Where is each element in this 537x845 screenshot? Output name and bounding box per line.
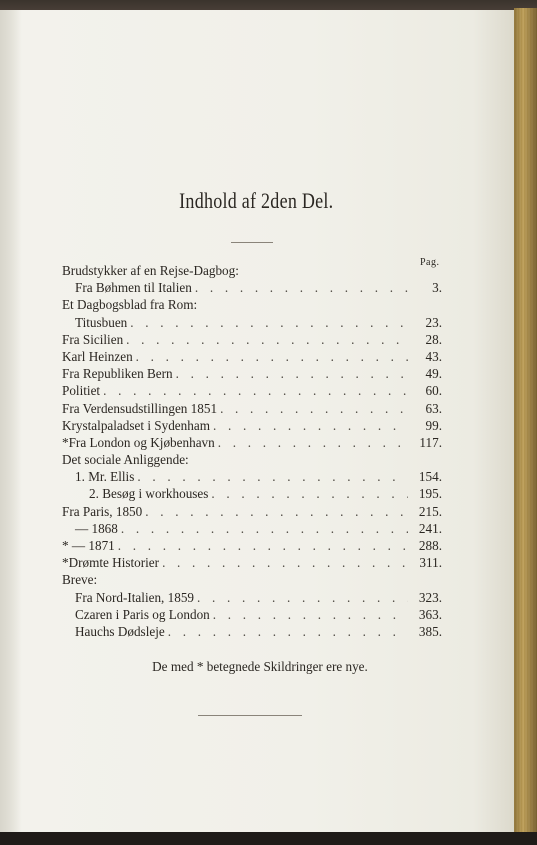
page-title: Indhold af 2den Del. (179, 188, 334, 213)
toc-page-number: 288. (418, 538, 442, 553)
toc-entry-label: Fra Nord-Italien, 1859 (75, 589, 195, 605)
toc-entry-label: Et Dagbogsblad fra Rom: (62, 297, 198, 313)
toc-entry-label: 2. Besøg i workhouses (89, 486, 209, 502)
toc-entry (62, 434, 442, 451)
toc-entry-label: Karl Heinzen (62, 348, 133, 364)
bottom-divider (198, 715, 302, 716)
toc-entry-label: 1. Mr. Ellis (75, 469, 135, 485)
leader-dots (145, 503, 408, 520)
leader-dots (103, 382, 408, 399)
toc-entry (62, 348, 442, 365)
page-gutter-shadow (0, 10, 22, 832)
toc-page-number: 363. (418, 606, 442, 622)
leader-dots (176, 365, 408, 382)
toc-entry-label: — 1868 (75, 520, 118, 536)
toc-entry (62, 537, 442, 554)
leader-dots (118, 537, 408, 554)
title-divider (231, 242, 273, 243)
toc-entry (62, 382, 442, 399)
toc-entry-label: Czaren i Paris og London (75, 606, 210, 622)
leader-dots (213, 417, 408, 434)
leader-dots (136, 348, 408, 365)
toc-entry (62, 520, 442, 537)
toc-entry (62, 554, 442, 571)
leader-dots (126, 331, 408, 348)
toc-entry-label: Fra Bøhmen til Italien (75, 280, 192, 296)
toc-entry (62, 485, 442, 502)
leader-dots (213, 606, 408, 623)
toc-page-number: 117. (419, 434, 442, 450)
toc-entry (62, 589, 442, 606)
toc-entry-label: Fra Republiken Bern (62, 366, 173, 382)
toc-entry (62, 331, 442, 348)
leader-dots (162, 554, 408, 571)
leader-dots (218, 434, 408, 451)
toc-entry (62, 606, 442, 623)
toc-page-number: 49. (425, 366, 442, 382)
page-column-header: Pag. (420, 257, 440, 268)
footnote: De med * betegnede Skildringer ere nye. (152, 659, 368, 674)
leader-dots (220, 400, 408, 417)
toc-entry-label: Fra Sicilien (62, 331, 124, 347)
toc-page-number: 215. (418, 503, 442, 519)
toc-section-heading (62, 262, 442, 279)
leader-dots (121, 520, 408, 537)
toc-page-number: 99. (425, 417, 442, 433)
toc-section-heading (62, 451, 442, 468)
book-bottom-edge (0, 832, 537, 845)
toc-entry (62, 400, 442, 417)
toc-page-number: 154. (418, 469, 442, 485)
toc-entry-label: Krystalpaladset i Sydenham (62, 417, 210, 433)
toc-entry (62, 503, 442, 520)
leader-dots (195, 279, 408, 296)
toc-entry-label: Titusbuen (75, 314, 128, 330)
toc-entry (62, 623, 442, 640)
toc-entry-label: Fra Verdensudstillingen 1851 (62, 400, 218, 416)
toc-entry (62, 279, 442, 296)
page-edges (514, 8, 537, 838)
toc-page-number: 311. (419, 555, 442, 571)
toc-page-number: 385. (418, 623, 442, 639)
page-edges-shade (514, 8, 537, 838)
toc-page-number: 23. (425, 314, 442, 330)
toc-page-number: 63. (425, 400, 442, 416)
toc-entry-label: Hauchs Dødsleje (75, 623, 165, 639)
toc-entry (62, 417, 442, 434)
toc-section-heading (62, 296, 442, 313)
toc-entry (62, 314, 442, 331)
toc-section-heading (62, 571, 442, 588)
toc-entry-label: * — 1871 (62, 538, 115, 553)
toc-page-number: 323. (418, 589, 442, 605)
toc-page-number: 3. (432, 280, 442, 296)
toc-entry-label: Politiet (62, 383, 101, 399)
leader-dots (168, 623, 408, 640)
toc-page-number: 28. (425, 331, 442, 347)
toc-entry-label: *Fra London og Kjøbenhavn (62, 434, 215, 450)
leader-dots (211, 485, 408, 502)
toc-entry-label: *Drømte Historier (62, 555, 160, 571)
leader-dots (197, 589, 408, 606)
table-of-contents (62, 262, 442, 640)
toc-entry-label: Fra Paris, 1850 (62, 503, 143, 519)
toc-page-number: 195. (418, 486, 442, 502)
toc-page-number: 60. (425, 383, 442, 399)
toc-entry-label: Det sociale Anliggende: (62, 452, 189, 468)
toc-entry (62, 365, 442, 382)
leader-dots (130, 314, 408, 331)
toc-page-number: 241. (418, 520, 442, 536)
leader-dots (137, 468, 408, 485)
toc-entry (62, 468, 442, 485)
toc-page-number: 43. (425, 348, 442, 364)
toc-entry-label: Breve: (62, 572, 98, 588)
toc-entry-label: Brudstykker af en Rejse-Dagbog: (62, 263, 239, 278)
